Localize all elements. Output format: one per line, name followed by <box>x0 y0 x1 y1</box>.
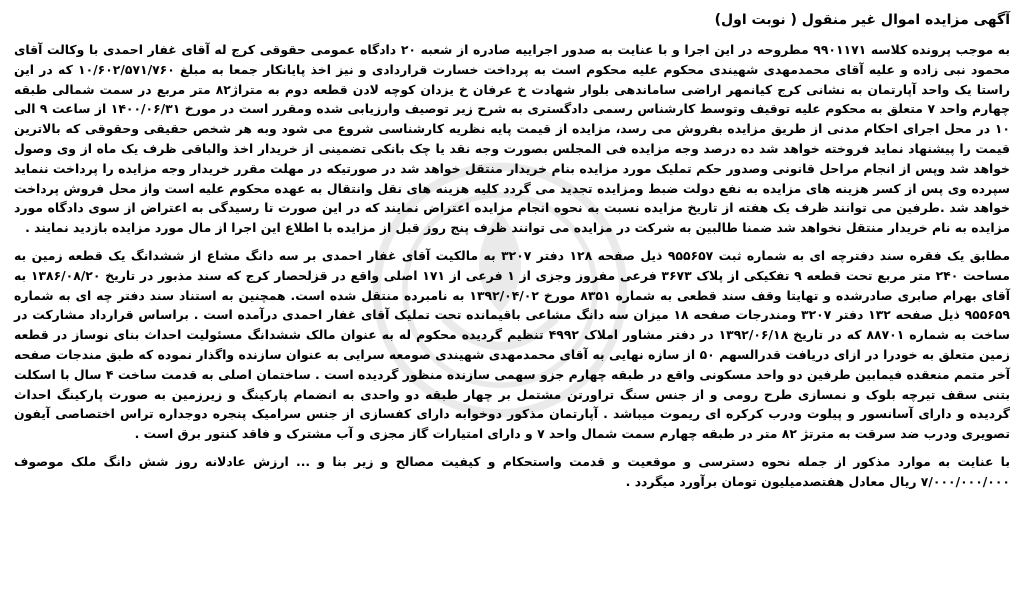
notice-title: آگهی مزایده اموال غیر منقول ( نوبت اول) <box>714 12 1010 28</box>
notice-paragraph-property-description: مطابق یک فقره سند دفترچه ای به شماره ثبت ۹۵۵۶۵۷ ذیل صفحه ۱۲۸ دفتر ۳۲۰۷ به مالکیت آقای غفار احمدی بر سه دانگ مشاع از ششدانگ یک قطعه زمین به مساحت ۲۴۰ متر مربع تحت قطعه ۹ تفکیکی از پلاک ۳۶۷۳ فرعی مفروز وجزی از ۱ فرعی از ۱۷۱ اصلی واقع در قزلحصار کرج که سند مذبور در تاریخ ۱۳۸۶/۰۸/۲۰ به آقای بهرام صابری صادرشده و تهایتا وقف سند قطعی به شماره ۸۳۵۱ مورخ ۱۳۹۲/۰۴/۰۲ به نامبرده منتقل شده است. همچنین به استناد سند دفتر چه ای به شماره ۹۵۵۶۵۹ ذیل صفحه ۱۳۲ دفتر ۳۲۰۷ ومندرجات صفحه ۱۸ میزان سه دانگ مشاعی باقیمانده تحت تملیک آقای غفار احمدی درآمده است . براساس قرارداد مشارکت در ساخت به شماره ۸۸۷۰۱ که در تاریخ ۱۳۹۲/۰۶/۱۸ در دفتر مشاور املاک ۴۹۹۲ تنظیم گردیده محکوم له به عنوان مالک ششدانگ مسئولیت احداث بنای نوساز در قطعه زمین متعلق به خودرا در ازای دریافت قدرالسهم ۵۰ از سازه نهایی به آقای محمدمهدی شهیندی صومعه سرایی به عنوان سازنده واگذار نموده که طبق مندجات صفحه آخر متمم منعقده فیمابین طرفین دو واحد مسکونی واقع در طبقه چهارم جزو سهمی سازنده منظور گردیده است . ساختمان اصلی به قدمت ساخت ۴ سال با اسکلت بتنی سقف تیرچه بلوک و نمسازی طرح رومی و از جنس سنگ تراورتن مشتمل بر چهار طبقه دو واحدی به انضمام پارکینگ و زیرزمین به صورت پارکینگ احداث گردیده و دارای آسانسور و پیلوت ودرب کرکره ای ریموت میباشد . آپارتمان مذکور دوخوابه دارای کفسازی از جنس سرامیک پنجره دوجداره تراس اختصاصی آیفون تصویری ودرب ضد سرقت به مترتژ ۸۲ متر در طبقه چهارم سمت شمال واحد ۷ و دارای امتیارات گاز مجزی و آب مشترک و فاقد کنتور برق است . <box>14 247 1010 442</box>
notice-paragraph-auction-terms: به موجب پرونده کلاسه ۹۹۰۱۱۷۱ مطروحه در این اجرا و با عنایت به صدور اجراییه صادره از شعبه ۲۰ دادگاه عمومی حقوقی کرج له آقای غفار احمدی با وکالت آقای محمود نبی زاده و علیه آقای محمدمهدی شهیندی محکوم علیه محکوم است به پرداخت خسارت قراردادی و نیز اخذ پایانکار جمعا به مبلغ ۱۰/۶۰۲/۵۷۱/۷۶۰ که در این راستا یک واحد آپارتمان به نشانی کرج کیانمهر اراضی ساماندهی بلوار شهادت خ عرفان خ یزدان کوچه لادن قطعه دوم به متراژ۸۲ متر مربع در سمت شمالی طبقه چهارم واحد ۷ متعلق به محکوم علیه توقیف وتوسط کارشناس رسمی دادگستری به شرح زیر توصیف وارزیابی شده ومقرر است در مورخ ۱۴۰۰/۰۶/۳۱ از ساعت ۹ الی ۱۰ در محل اجرای احکام مدنی از طریق مزایده بفروش می رسد، مزایده از قیمت پایه نظریه کارشناسی شروع می شود وبه هر شخص حقیقی وحقوقی که بالاترین قیمت را پیشنهاد نماید فروخته خواهد شد ده درصد وجه مزایده فی المجلس بصورت وجه نقد یا چک بانکی تضمینی از خریدار اخذ والباقی ظرف یک ماه از وی وصول خواهد شد وپس از انجام مراحل قانونی وصدور حکم تملیک مورد مزایده بنام خریدار منتقل خواهد شد در صورتیکه در مهلت مقرر خریدار وجه مزایده را پرداخت ننماید سپرده وی پس از کسر هزینه های مزایده به نفع دولت ضبط ومزایده تجدید می گردد کلیه هزینه های نقل وانتقال به عهده محکوم علیه است واز محل فروش پرداخت خواهد شد .طرفین می توانند ظرف یک هفته از تاریخ مزایده نسبت به نحوه انجام مزایده اعتراض نمایند که در این صورت تا رسیدگی به اعتراض از سوی دادگاه مورد مزایده به نام خریدار منتقل نخواهد شد ضمنا طالبین به شرکت در مزایده می توانند ظرف پنج روز قبل از مزایده با اطلاع این اجرا از مال مورد مزایده بازدید نمایند . <box>14 42 1011 236</box>
auction-notice <box>14 10 1010 611</box>
notice-paragraph-valuation: با عنایت به موارد مذکور از جمله نحوه دسترسی و موقعیت و قدمت واستحکام و کیفیت مصالح و زیر بنا و ... ارزش عادلانه روز شش دانگ ملک موصوف ۷/۰۰۰/۰۰۰/۰۰۰ ریال معادل هفتصدمیلیون تومان برآورد میگردد . <box>14 453 1010 489</box>
